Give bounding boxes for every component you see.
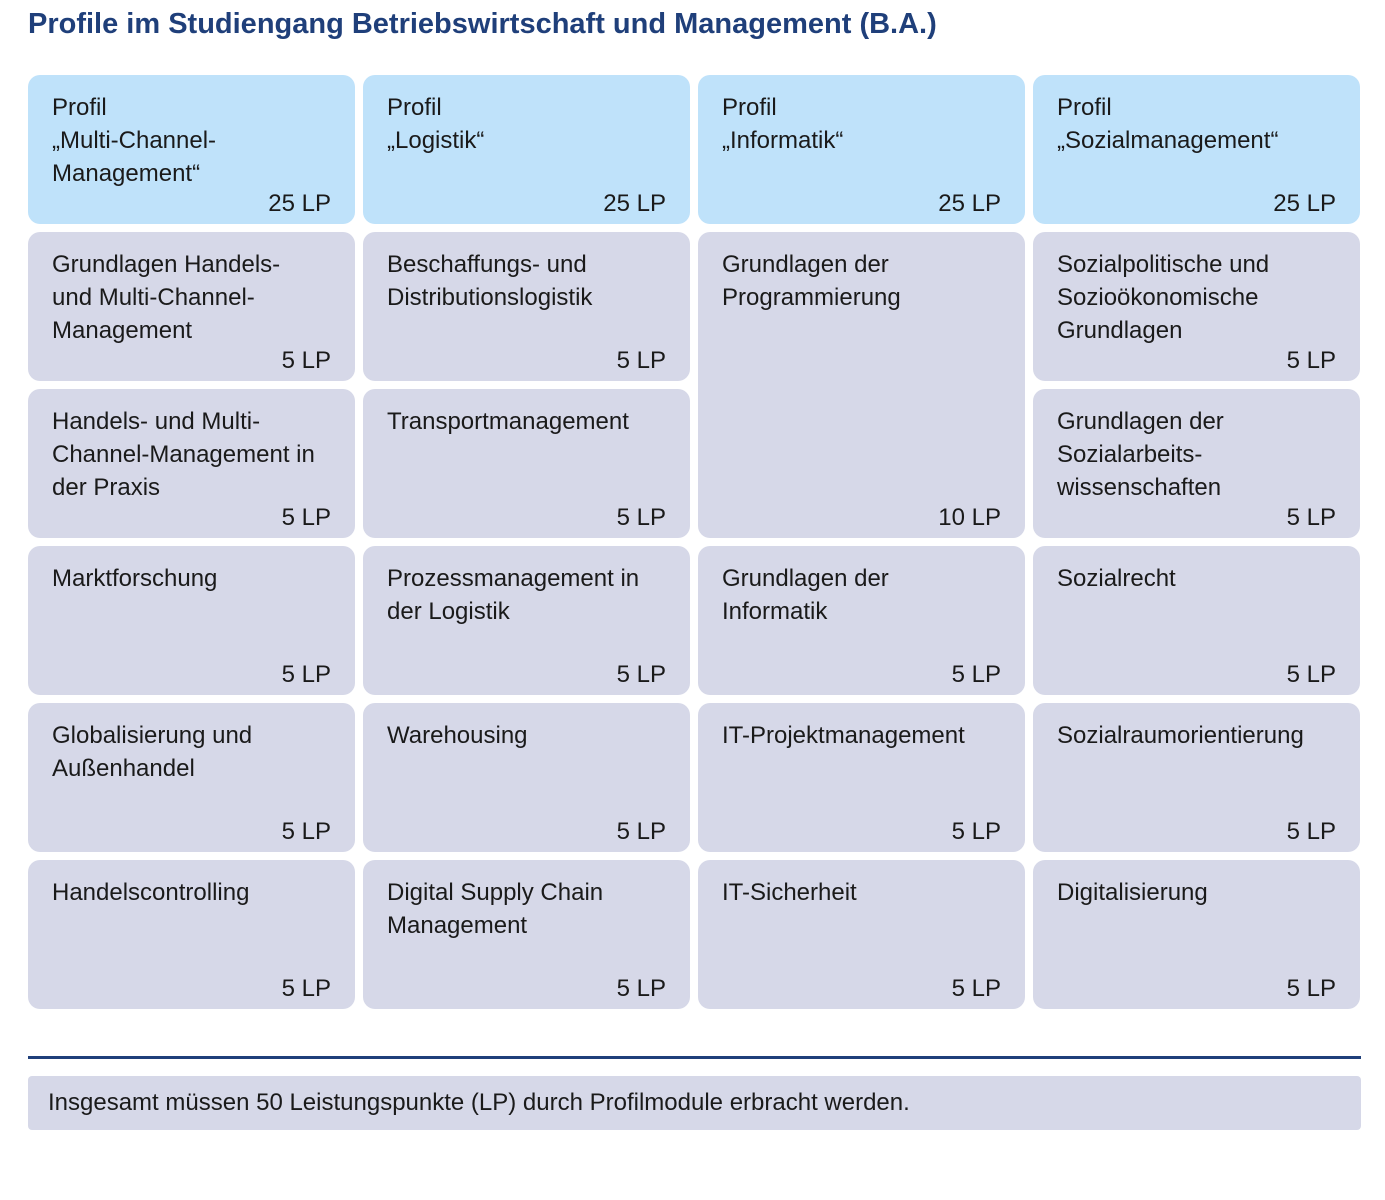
total-note: Insgesamt müssen 50 Leistungspunkte (LP) durch Profilmodule erbracht werden. [28, 1076, 1361, 1130]
module-card [28, 389, 355, 538]
module-title: Grundlagen der Programmierung [722, 251, 901, 311]
module-card [1033, 860, 1360, 1009]
module-card [1033, 232, 1360, 381]
module-title: Warehousing [387, 722, 528, 749]
module-title: Sozialraumorientierung [1057, 722, 1304, 749]
profile-header-title: Profil „Sozialmanagement“ [1057, 94, 1279, 154]
profile-grid [28, 75, 1361, 1009]
module-card [28, 546, 355, 695]
module-title: IT-Projektmanagement [722, 722, 965, 749]
profile-header-sozialmanagement [1033, 75, 1360, 224]
module-title: Grundlagen der Informatik [722, 565, 889, 625]
module-lp: 5 LP [951, 975, 1001, 1002]
module-lp: 5 LP [616, 347, 666, 374]
module-title: Sozialpolitische und Sozioökonomische Grundlagen [1057, 251, 1270, 344]
module-lp: 5 LP [281, 347, 331, 374]
divider [28, 1056, 1361, 1059]
page-title: Profile im Studiengang Betriebswirtschaft und Management (B.A.) [28, 8, 937, 40]
module-title: Handelscontrolling [52, 879, 250, 906]
profile-header-informatik [698, 75, 1025, 224]
module-card [363, 703, 690, 852]
profile-header-title: Profil „Logistik“ [387, 94, 485, 154]
module-lp: 5 LP [1286, 975, 1336, 1002]
module-title: Digitalisierung [1057, 879, 1208, 906]
module-lp: 5 LP [1286, 504, 1336, 531]
module-title: IT-Sicherheit [722, 879, 857, 906]
module-lp: 10 LP [938, 504, 1001, 531]
profile-header-lp: 25 LP [603, 190, 666, 217]
module-title: Grundlagen Handels- und Multi-Channel- Management [52, 251, 281, 344]
module-title: Grundlagen der Sozialarbeits- wissenschaften [1057, 408, 1224, 501]
module-lp: 5 LP [616, 504, 666, 531]
module-lp: 5 LP [281, 504, 331, 531]
module-card [363, 389, 690, 538]
module-title: Marktforschung [52, 565, 218, 592]
module-lp: 5 LP [1286, 661, 1336, 688]
profile-header-lp: 25 LP [268, 190, 331, 217]
module-card [1033, 389, 1360, 538]
module-title: Digital Supply Chain Management [387, 879, 604, 939]
module-title: Sozialrecht [1057, 565, 1176, 592]
module-card [698, 232, 1025, 538]
module-card [28, 860, 355, 1009]
module-lp: 5 LP [281, 818, 331, 845]
module-lp: 5 LP [281, 661, 331, 688]
module-lp: 5 LP [616, 661, 666, 688]
module-title: Transportmanagement [387, 408, 629, 435]
module-card [698, 703, 1025, 852]
module-card [28, 703, 355, 852]
profile-header-lp: 25 LP [938, 190, 1001, 217]
profile-header-title: Profil „Multi-Channel- Management“ [52, 94, 217, 187]
profile-header-title: Profil „Informatik“ [722, 94, 844, 154]
module-lp: 5 LP [616, 818, 666, 845]
module-lp: 5 LP [951, 661, 1001, 688]
module-lp: 5 LP [951, 818, 1001, 845]
module-title: Prozessmanagement in der Logistik [387, 565, 640, 625]
module-title: Handels- und Multi- Channel-Management in der Praxis [52, 408, 315, 501]
module-card [1033, 703, 1360, 852]
module-title: Beschaffungs- und Distributionslogistik [387, 251, 593, 311]
module-lp: 5 LP [1286, 818, 1336, 845]
profile-header-logistik [363, 75, 690, 224]
module-card [1033, 546, 1360, 695]
module-lp: 5 LP [616, 975, 666, 1002]
profile-header-lp: 25 LP [1273, 190, 1336, 217]
module-lp: 5 LP [1286, 347, 1336, 374]
module-title: Globalisierung und Außenhandel [52, 722, 253, 782]
module-lp: 5 LP [281, 975, 331, 1002]
module-card [28, 232, 355, 381]
module-card [363, 860, 690, 1009]
module-card [363, 546, 690, 695]
module-card [363, 232, 690, 381]
profile-header-multichannel [28, 75, 355, 224]
module-card [698, 860, 1025, 1009]
module-card [698, 546, 1025, 695]
